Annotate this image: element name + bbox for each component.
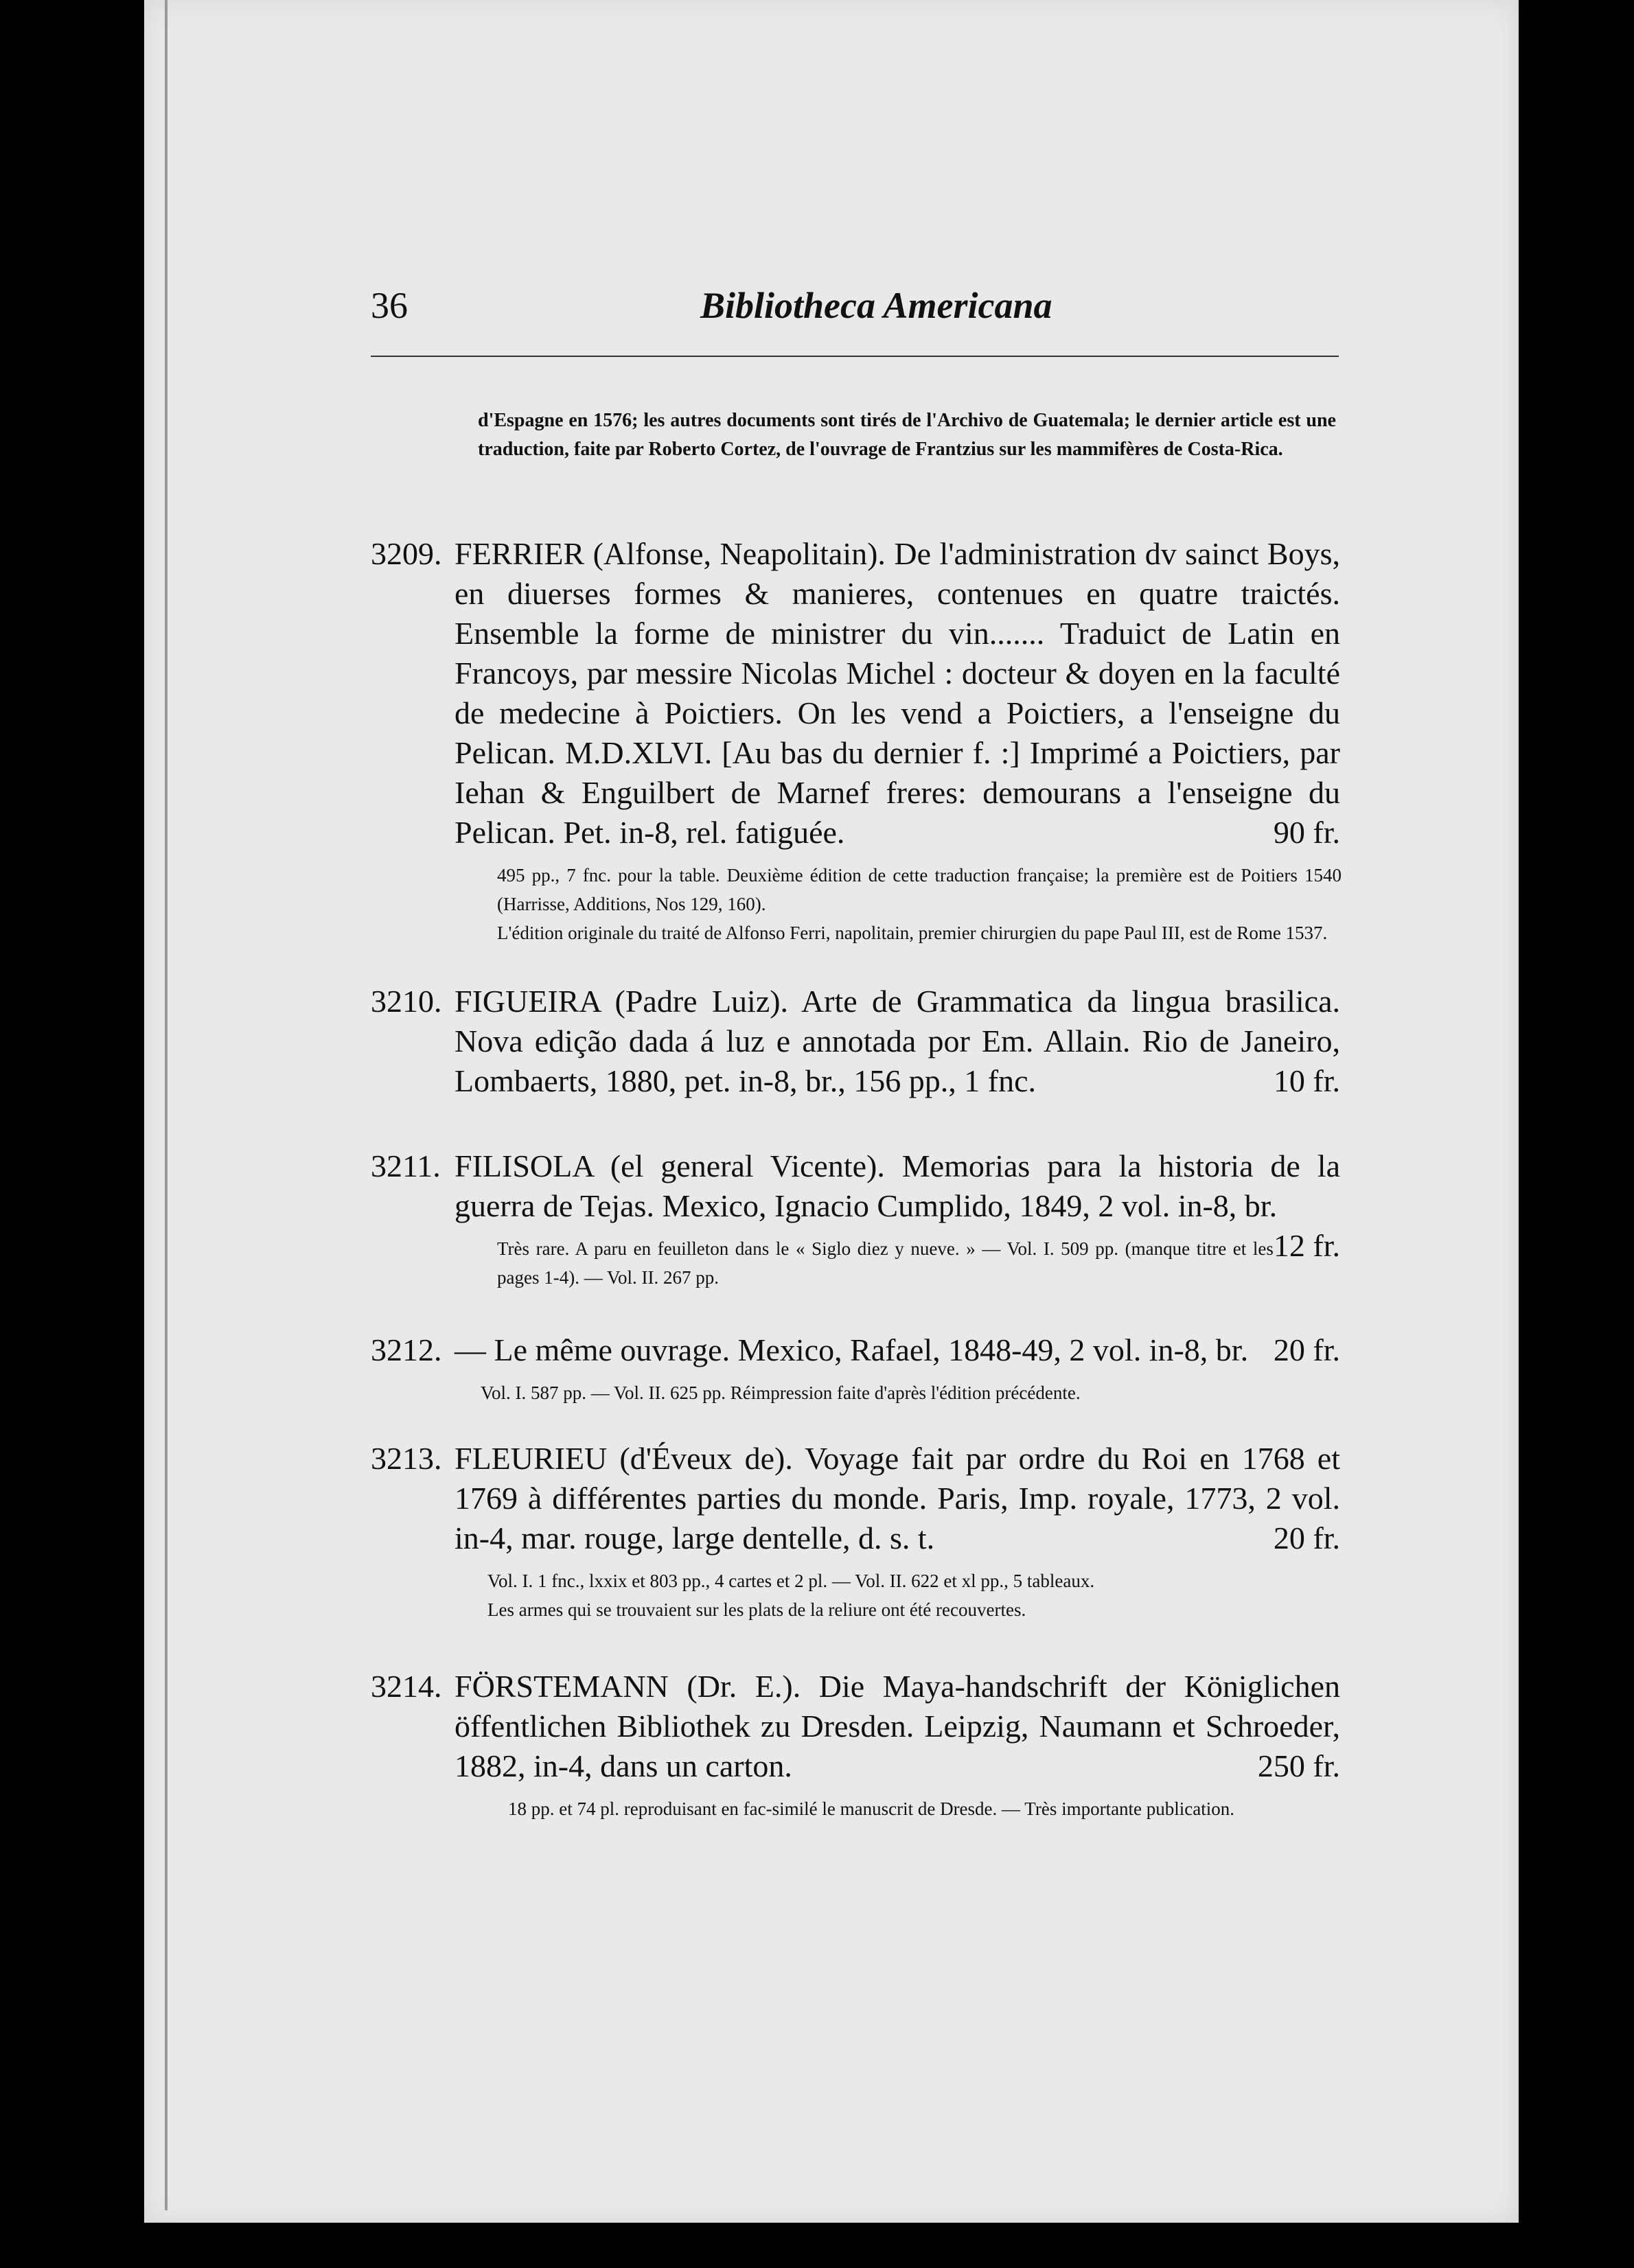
catalog-entry-3210 [371,982,1346,1101]
note-line: Très rare. A paru en feuilleton dans le « Siglo diez y nueve. » — Vol. I. 509 pp. (manque titre et les pages 1-4). — Vol. II. 267 pp. [497,1238,1274,1288]
page-background [144,0,1519,2223]
note-line: Vol. I. 587 pp. — Vol. II. 625 pp. Réimpression faite d'après l'édition précédente. [481,1382,1081,1403]
running-title: Bibliotheca Americana [700,285,1052,326]
entry-note [487,1566,1332,1624]
note-line: 495 pp., 7 fnc. pour la table. Deuxième édition de cette traduction française; la première est de Poitiers 1540 (Harrisse, Additions, Nos 129, 160). [497,865,1342,914]
scan-border-bottom [0,2223,1634,2268]
entry-price: 10 fr. [1273,1063,1340,1098]
entry-text [454,1439,1340,1558]
entry-note [497,861,1342,947]
entry-description: FILISOLA (el general Vicente). Memorias para la historia de la guerra de Tejas. Mexico, Ignacio Cumplido, 1849, 2 vol. in-8, br. [454,1148,1340,1223]
catalog-entry-3213 [371,1439,1346,1624]
catalog-entry-3212 [371,1330,1346,1407]
entry-text [454,1667,1340,1786]
entry-description: FERRIER (Alfonse, Neapolitain). De l'administration dv sainct Boys, en diuerses formes & manieres, contenues en quatre traictés. Ensemble la forme de ministrer du vin....... Traduict de Latin en Francoys, par messire Nicolas Michel : docteur & doyen en la faculté de medecine à Poictiers. On les vend a Poictiers, a l'enseigne du Pelican. M.D.XLVI. [Au bas du dernier f. :] Imprimé a Poictiers, par Iehan & Enguilbert de Marnef freres: demourans a l'enseigne du Pelican. Pet. in-8, rel. fatiguée. [454,536,1340,850]
continuation-note: d'Espagne en 1576; les autres documents sont tirés de l'Archivo de Guatemala; le dernier article est une traduction, faite par Roberto Cortez, de l'ouvrage de Frantzius sur les mammifères de Costa-Rica. [478,410,1336,460]
page-content [371,275,1346,1819]
entry-text [454,534,1340,853]
page-number: 36 [371,285,408,326]
entry-description: FÖRSTEMANN (Dr. E.). Die Maya-handschrift der Königlichen öffentlichen Bibliothek zu Dresden. Leipzig, Naumann et Schroeder, 1882, in-4, dans un carton. [454,1669,1340,1783]
entry-text [454,982,1340,1101]
running-header [371,275,1346,329]
entry-price: 90 fr. [1273,815,1340,850]
entry-price: 20 fr. [1273,1520,1340,1555]
scan-border-right [1519,0,1634,2268]
entry-number: 3212. [371,1332,442,1367]
entry-number: 3209. [371,536,442,571]
entry-note [481,1378,1325,1407]
note-line: L'édition originale du traité de Alfonso Ferri, napolitain, premier chirurgien du pape Paul III, est de Rome 1537. [497,923,1328,943]
note-line: 18 pp. et 74 pl. reproduisant en fac-similé le manuscrit de Dresde. — Très importante publication. [508,1798,1235,1819]
entry-price: 20 fr. [1273,1332,1340,1367]
catalog-entry-3211 [371,1146,1346,1292]
note-line: Vol. I. 1 fnc., lxxix et 803 pp., 4 cartes et 2 pl. — Vol. II. 622 et xl pp., 5 tableaux. [487,1571,1095,1591]
entry-number: 3211. [371,1148,441,1183]
note-line: Les armes qui se trouvaient sur les plats de la reliure ont été recouvertes. [487,1599,1026,1620]
catalog-entry-3214 [371,1667,1346,1823]
entry-price: 250 fr. [1257,1748,1340,1783]
entry-text [454,1330,1340,1370]
entry-number: 3213. [371,1441,442,1476]
catalog-entry-3209 [371,534,1346,947]
entry-description: — Le même ouvrage. Mexico, Rafael, 1848-49, 2 vol. in-8, br. [454,1332,1249,1367]
entry-number: 3214. [371,1669,442,1704]
spine-shadow [165,0,168,2210]
entry-number: 3210. [371,984,442,1019]
entry-description: FIGUEIRA (Padre Luiz). Arte de Grammatica da lingua brasilica. Nova edição dada á luz e annotada por Em. Allain. Rio de Janeiro, Lombaerts, 1880, pet. in-8, br., 156 pp., 1 fnc. [454,984,1340,1098]
entry-note [497,1234,1342,1292]
entry-description: FLEURIEU (d'Éveux de). Voyage fait par ordre du Roi en 1768 et 1769 à différentes parties du monde. Paris, Imp. royale, 1773, 2 vol. in-4, mar. rouge, large dentelle, d. s. t. [454,1441,1340,1555]
entry-note [508,1794,1353,1823]
entry-price: 12 fr. [1273,1228,1340,1263]
header-rule [371,356,1339,357]
